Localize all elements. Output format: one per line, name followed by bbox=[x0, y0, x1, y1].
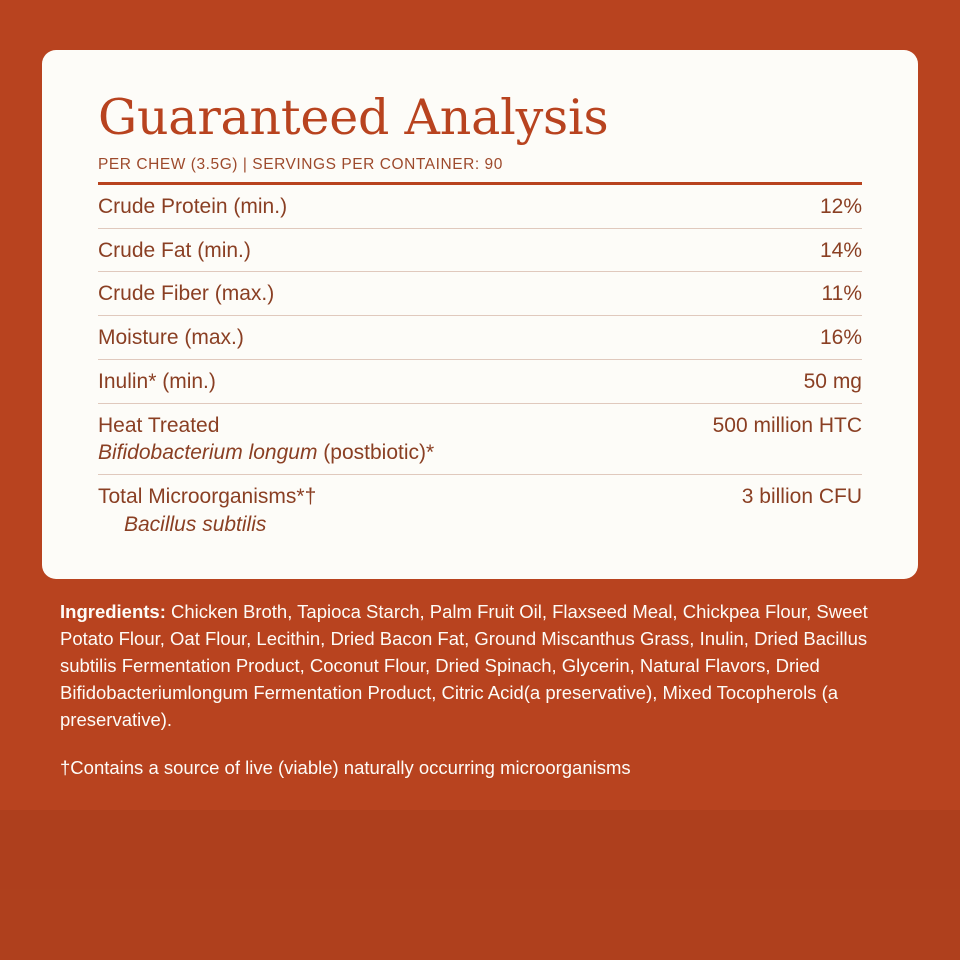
nutrient-label-organism: Bacillus subtilis bbox=[124, 512, 267, 536]
nutrient-label bbox=[98, 474, 608, 545]
ingredients-footnote: †Contains a source of live (viable) naturally occurring microorganisms bbox=[60, 757, 631, 778]
nutrient-label: Crude Fiber (max.) bbox=[98, 272, 608, 316]
nutrient-value: 12% bbox=[608, 185, 862, 228]
ingredients-heading: Ingredients: bbox=[60, 601, 166, 622]
nutrient-label-line2-rest: (postbiotic)* bbox=[317, 441, 435, 465]
table-row bbox=[98, 228, 862, 272]
nutrient-label: Moisture (max.) bbox=[98, 316, 608, 360]
nutrient-label: Inulin* (min.) bbox=[98, 359, 608, 403]
table-row bbox=[98, 316, 862, 360]
nutrient-value: 500 million HTC bbox=[608, 403, 862, 474]
nutrient-value: 3 billion CFU bbox=[741, 484, 862, 508]
nutrient-value: 11% bbox=[608, 272, 862, 316]
nutrient-label: Crude Fat (min.) bbox=[98, 228, 608, 272]
nutrient-label bbox=[98, 403, 608, 474]
table-row bbox=[98, 185, 862, 228]
table-row bbox=[98, 403, 862, 474]
nutrient-value: 16% bbox=[608, 316, 862, 360]
ingredients-section bbox=[60, 598, 910, 781]
nutrient-label-line1: Heat Treated bbox=[98, 413, 220, 437]
nutrient-label: Crude Protein (min.) bbox=[98, 185, 608, 228]
table-row bbox=[98, 272, 862, 316]
ingredients-paragraph bbox=[60, 598, 910, 733]
guaranteed-analysis-table bbox=[98, 185, 862, 545]
background-band bbox=[0, 810, 960, 960]
nutrient-label-organism: Bifidobacterium longum bbox=[98, 441, 318, 465]
guaranteed-analysis-panel bbox=[42, 50, 918, 579]
nutrient-label-line1: Total Microorganisms*† bbox=[98, 484, 317, 508]
nutrient-value: 50 mg bbox=[608, 359, 862, 403]
page-title: Guaranteed Analysis bbox=[98, 89, 609, 146]
nutrient-value: 14% bbox=[608, 228, 862, 272]
table-row bbox=[98, 359, 862, 403]
ingredients-text: Chicken Broth, Tapioca Starch, Palm Fruit Oil, Flaxseed Meal, Chickpea Flour, Sweet Potato Flour, Oat Flour, Lecithin, Dried Bacon Fat, Ground Miscanthus Grass, Inulin, Dried Bacillus subtilis Fermentation Product, Coconut Flour, Dried Spinach, Glycerin, Natural Flavors, Dried Bifidobacteriumlongum Fermentation Product, Citric Acid(a preservative), Mixed Tocopherols (a preservative). bbox=[60, 601, 868, 730]
serving-info: PER CHEW (3.5G) | SERVINGS PER CONTAINER: 90 bbox=[98, 155, 503, 173]
table-row bbox=[98, 474, 862, 545]
